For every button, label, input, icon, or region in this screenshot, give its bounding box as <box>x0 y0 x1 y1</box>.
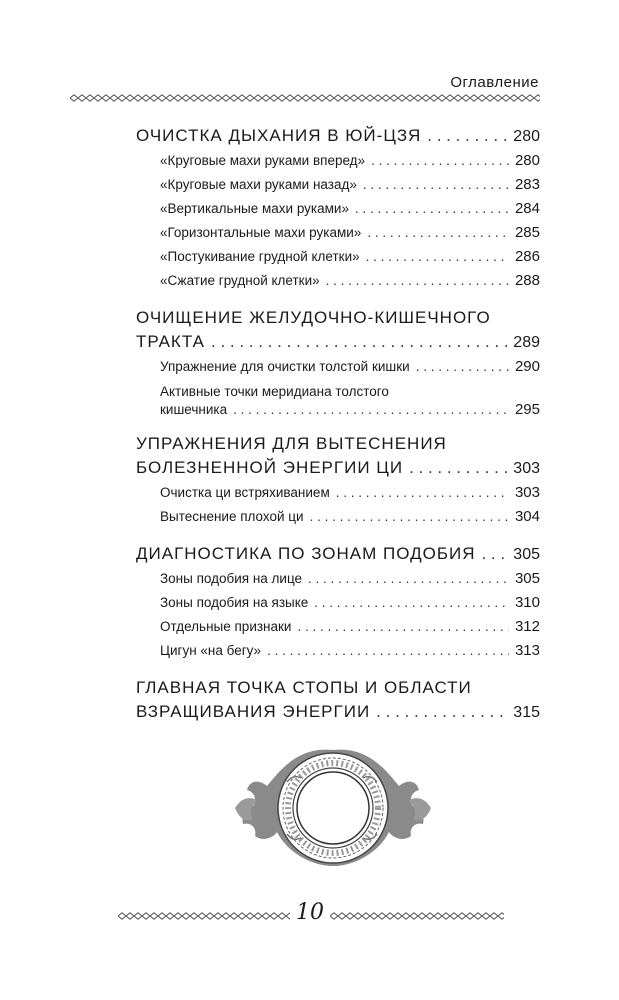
entry-page-number: 285 <box>514 224 540 241</box>
entry-title: Отдельные признаки <box>160 619 292 634</box>
toc-entry <box>136 401 540 419</box>
leader-dots <box>233 401 509 419</box>
entry-page-number: 290 <box>514 358 540 375</box>
chapter-title-line <box>136 432 540 456</box>
entry-page-number: 283 <box>514 176 540 193</box>
entry-title: «Сжатие грудной клетки» <box>160 273 320 288</box>
toc-entry <box>136 173 540 197</box>
toc-chapter <box>136 676 540 725</box>
entry-page-number: 284 <box>514 200 540 217</box>
page-number: 10 <box>296 900 324 925</box>
entry-title: «Круговые махи руками вперед» <box>160 153 366 168</box>
leader-dots <box>314 591 509 615</box>
chapter-title: ТРАКТА <box>136 332 205 351</box>
leader-dots <box>416 355 509 379</box>
leader-dots <box>427 124 507 148</box>
toc-chapter <box>136 124 540 293</box>
chapter-title: БОЛЕЗНЕННОЙ ЭНЕРГИИ ЦИ <box>136 458 404 477</box>
entry-title: «Круговые махи руками назад» <box>160 177 357 192</box>
leader-dots <box>336 481 509 505</box>
toc-entry <box>136 383 540 401</box>
circular-ornament <box>227 742 439 872</box>
chapter-title-line <box>136 330 540 355</box>
entry-page-number: 303 <box>514 484 540 501</box>
toc-entry <box>136 615 540 639</box>
entry-page-number: 312 <box>514 618 540 635</box>
toc-entry <box>136 149 540 173</box>
entry-title: Очистка ци встряхиванием <box>160 485 330 500</box>
entry-title: Цигун «на бегу» <box>160 643 262 658</box>
toc-entry <box>136 355 540 379</box>
leader-dots <box>409 456 507 480</box>
leader-dots <box>326 269 509 293</box>
entry-page-number: 295 <box>514 401 540 418</box>
chapter-page-number: 305 <box>513 546 540 563</box>
entry-title: кишечника <box>160 402 228 417</box>
chapter-title: ОЧИЩЕНИЕ ЖЕЛУДОЧНО-КИШЕЧНОГО <box>136 308 491 327</box>
footer-ornamental-rule-left <box>118 912 290 920</box>
leader-dots <box>267 639 509 663</box>
leader-dots <box>481 542 507 566</box>
table-of-contents <box>136 124 540 738</box>
entry-page-number: 280 <box>514 152 540 169</box>
toc-entry <box>136 567 540 591</box>
leader-dots <box>366 245 509 269</box>
leader-dots <box>211 330 507 354</box>
entry-page-number: 304 <box>514 508 540 525</box>
footer-ornamental-rule-right <box>330 912 504 920</box>
entry-title: Зоны подобия на языке <box>160 595 309 610</box>
running-header: Оглавление <box>450 74 539 91</box>
chapter-title-line <box>136 542 540 567</box>
chapter-page-number: 289 <box>513 334 540 351</box>
leader-dots <box>367 221 509 245</box>
chapter-title: ДИАГНОСТИКА ПО ЗОНАМ ПОДОБИЯ <box>136 544 476 563</box>
chapter-title: УПРАЖНЕНИЯ ДЛЯ ВЫТЕСНЕНИЯ <box>136 434 447 453</box>
entry-title: Активные точки меридиана толстого <box>160 384 389 399</box>
leader-dots <box>371 149 509 173</box>
leader-dots <box>363 173 509 197</box>
leader-dots <box>308 567 509 591</box>
toc-entry <box>136 591 540 615</box>
chapter-title-line <box>136 306 540 330</box>
entry-title: Упражнение для очистки толстой кишки <box>160 359 410 374</box>
toc-chapter <box>136 306 540 419</box>
toc-entry <box>136 481 540 505</box>
chapter-title-line <box>136 456 540 481</box>
chapter-page-number: 315 <box>513 704 540 721</box>
chapter-page-number: 303 <box>513 460 540 477</box>
entry-page-number: 305 <box>514 570 540 587</box>
toc-entry <box>136 505 540 529</box>
chapter-title: ОЧИСТКА ДЫХАНИЯ В ЮЙ-ЦЗЯ <box>136 126 422 145</box>
chapter-title: ГЛАВНАЯ ТОЧКА СТОПЫ И ОБЛАСТИ <box>136 678 472 697</box>
entry-page-number: 286 <box>514 248 540 265</box>
entry-title: «Горизонтальные махи руками» <box>160 225 362 240</box>
toc-entry <box>136 221 540 245</box>
entry-title: «Постукивание грудной клетки» <box>160 249 360 264</box>
entry-page-number: 288 <box>514 272 540 289</box>
entry-title: «Вертикальные махи руками» <box>160 201 349 216</box>
chapter-title: ВЗРАЩИВАНИЯ ЭНЕРГИИ <box>136 702 371 721</box>
chapter-title-line <box>136 676 540 700</box>
toc-entry <box>136 197 540 221</box>
header-ornamental-rule <box>70 94 540 102</box>
toc-entry <box>136 269 540 293</box>
chapter-page-number: 280 <box>513 128 540 145</box>
chapter-title-line <box>136 124 540 149</box>
entry-title: Вытеснение плохой ци <box>160 509 304 524</box>
toc-entry <box>136 639 540 663</box>
toc-chapter <box>136 432 540 529</box>
entry-page-number: 313 <box>514 642 540 659</box>
toc-chapter <box>136 542 540 663</box>
entry-page-number: 310 <box>514 594 540 611</box>
chapter-title-line <box>136 700 540 725</box>
entry-title: Зоны подобия на лице <box>160 571 303 586</box>
leader-dots <box>376 700 507 724</box>
leader-dots <box>355 197 509 221</box>
leader-dots <box>310 505 509 529</box>
leader-dots <box>297 615 509 639</box>
toc-entry <box>136 245 540 269</box>
